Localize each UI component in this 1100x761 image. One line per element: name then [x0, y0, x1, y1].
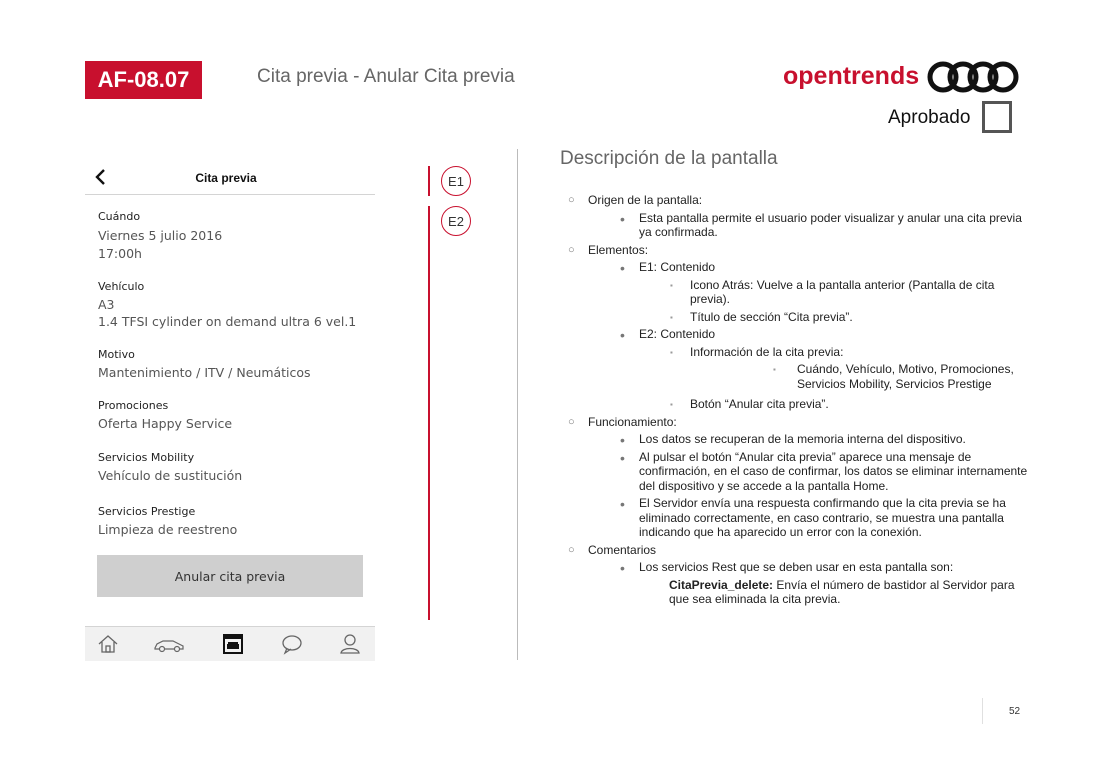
approved-label: Aprobado	[888, 107, 971, 128]
field-label-promociones: Promociones	[98, 399, 169, 412]
home-icon[interactable]	[96, 632, 120, 656]
field-label-vehiculo: Vehículo	[98, 280, 145, 293]
list-item: ○ Elementos:	[568, 242, 649, 257]
field-label-prestige: Servicios Prestige	[98, 505, 196, 518]
screen-header	[85, 160, 375, 195]
list-item: ○ Comentarios	[568, 542, 657, 557]
comments-heading: Comentarios	[588, 542, 657, 557]
approved-checkbox[interactable]	[982, 101, 1012, 133]
list-item: • Esta pantalla permite el usuario poder visualizar y anular una cita previa ya confirmada.	[620, 210, 1022, 239]
brand-logo-text: opentrends	[783, 62, 920, 90]
list-item: ○ Origen de la pantalla:	[568, 193, 703, 207]
field-label-mobility: Servicios Mobility	[98, 451, 195, 464]
function-item: Los datos se recuperan de la memoria interna del dispositivo.	[639, 432, 966, 446]
function-item: Al pulsar el botón “Anular cita previa” aparece una mensaje de confirmación, en el caso de confirmar, los datos se eliminar internamente del dispositivo y se accede a la pantalla Home.	[639, 449, 1028, 493]
cancel-appointment-button[interactable]: Anular cita previa	[97, 555, 363, 597]
garage-icon[interactable]	[221, 632, 245, 656]
list-item: • Al pulsar el botón “Anular cita previa” aparece una mensaje de confirmación, en el caso de confirmar, los datos se eliminar internamente del dispositivo y se accede a la pantalla Home.	[620, 449, 1028, 493]
field-value-fecha: Viernes 5 julio 2016	[98, 228, 223, 243]
list-item: • Los servicios Rest que se deben usar en esta pantalla son:	[620, 560, 954, 576]
e2-button: Botón “Anular cita previa”.	[690, 397, 829, 411]
description-body	[560, 193, 1030, 610]
e1-heading: E1: Contenido	[639, 260, 716, 274]
service-name: CitaPrevia_delete:	[669, 577, 774, 592]
field-value-motivo: Mantenimiento / ITV / Neumáticos	[98, 365, 311, 380]
comments-text: Los servicios Rest que se deben usar en esta pantalla son:	[639, 560, 954, 574]
list-item: ▪ Cuándo, Vehículo, Motivo, Promociones, Servicios Mobility, Servicios Prestige	[773, 362, 1014, 391]
car-icon[interactable]	[153, 632, 185, 656]
function-item: El Servidor envía una respuesta confirmando que la cita previa se ha eliminado correctamente, en caso contrario, se muestra una pantalla indicando que ha aparecido un error con la conexión.	[639, 496, 1006, 539]
field-value-mobility: Vehículo de sustitución	[98, 468, 243, 483]
e2-bracket-line	[428, 206, 430, 620]
function-heading: Funcionamiento:	[588, 414, 677, 429]
field-value-prestige: Limpieza de reestreno	[98, 522, 238, 537]
phone-mockup	[85, 160, 375, 660]
bottom-tab-bar	[85, 626, 375, 661]
marker-e2: E2	[441, 206, 471, 236]
list-item: • El Servidor envía una respuesta confirmando que la cita previa se ha eliminado correctamente, en caso contrario, se muestra una pantalla indicando que ha aparecido un error con la conexión.	[620, 496, 1006, 539]
document-code-badge: AF-08.07	[85, 61, 202, 99]
e2-heading: E2: Contenido	[639, 327, 716, 341]
list-item: ▪ Título de sección “Cita previa”.	[670, 309, 853, 324]
e1-item-title: Título de sección “Cita previa”.	[690, 309, 853, 324]
origin-text: Esta pantalla permite el usuario poder visualizar y anular una cita previa ya confirmada.	[639, 210, 1022, 239]
e2-info-detail: Cuándo, Vehículo, Motivo, Promociones, Servicios Mobility, Servicios Prestige	[797, 362, 1014, 391]
list-item	[560, 578, 1030, 607]
field-value-promociones: Oferta Happy Service	[98, 416, 233, 431]
field-value-motor: 1.4 TFSI cylinder on demand ultra 6 vel.1	[98, 314, 357, 329]
screen-title: Cita previa	[195, 171, 257, 185]
page-title: Cita previa - Anular Cita previa	[257, 66, 515, 87]
e1-item-back: Icono Atrás: Vuelve a la pantalla anterior (Pantalla de cita previa).	[690, 277, 995, 306]
list-item: ○ Funcionamiento:	[568, 414, 677, 429]
list-item: ▪ Icono Atrás: Vuelve a la pantalla anterior (Pantalla de cita previa).	[670, 277, 995, 306]
chat-icon[interactable]	[280, 632, 304, 656]
page-number: 52	[1009, 706, 1021, 717]
elements-heading: Elementos:	[588, 242, 649, 257]
description-title: Descripción de la pantalla	[560, 148, 778, 169]
field-label-motivo: Motivo	[98, 348, 135, 361]
field-label-cuando: Cuándo	[98, 210, 141, 223]
list-item: • E2: Contenido	[620, 327, 716, 343]
footer-divider	[982, 698, 983, 724]
e2-info: Información de la cita previa:	[690, 344, 844, 359]
list-item: • Los datos se recuperan de la memoria interna del dispositivo.	[620, 432, 966, 448]
vertical-divider	[517, 149, 518, 660]
four-rings-logo-icon	[926, 60, 1020, 94]
service-desc: Envía el número de bastidor al Servidor para que sea eliminada la cita previa.	[669, 577, 1015, 606]
field-value-hora: 17:00h	[98, 246, 142, 261]
marker-e1: E1	[441, 166, 471, 196]
field-value-modelo: A3	[98, 297, 115, 312]
profile-icon[interactable]	[338, 632, 362, 656]
list-item: ▪ Información de la cita previa:	[670, 344, 844, 359]
list-item: • E1: Contenido	[620, 260, 716, 276]
list-item: ▪ Botón “Anular cita previa”.	[670, 397, 829, 411]
e1-bracket-line	[428, 166, 430, 196]
origin-heading: Origen de la pantalla:	[588, 193, 703, 207]
